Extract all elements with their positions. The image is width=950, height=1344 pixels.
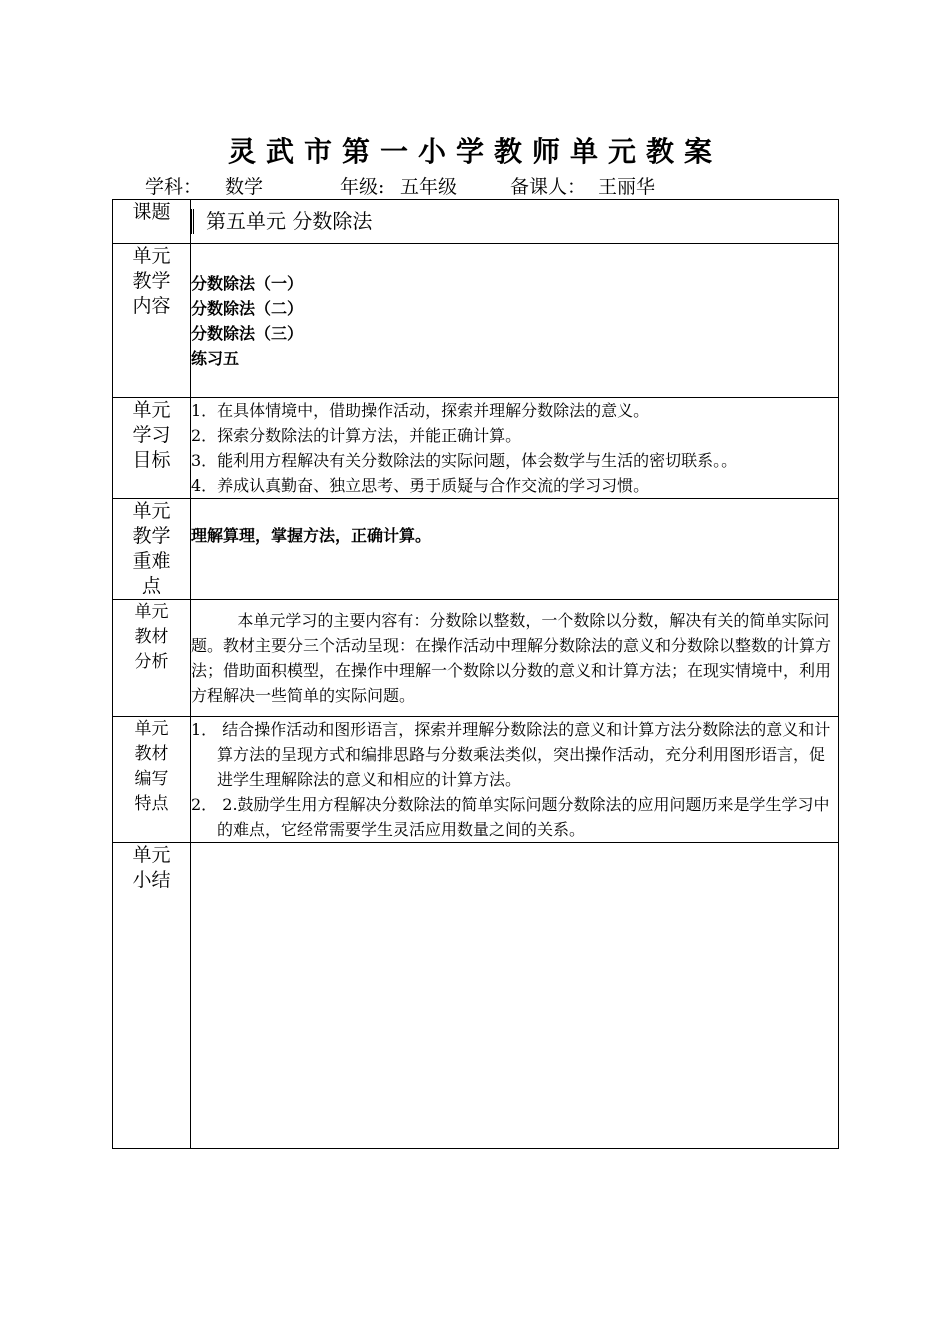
difficulty-row: [113, 499, 839, 600]
grade-value: 五年级: [400, 176, 458, 198]
features-list: [191, 717, 839, 843]
grade-label: 年级:: [340, 176, 385, 198]
goal-item: 4．养成认真勤奋、独立思考、勇于质疑与合作交流的学习习惯。: [191, 476, 650, 495]
feature-item: 2． 2.鼓励学生用方程解决分数除法的简单实际问题分数除法的应用问题历来是学生学习中的难点，它经常需要学生灵活应用数量之间的关系。: [191, 795, 830, 839]
content-list: [191, 244, 839, 398]
features-row: [113, 717, 839, 843]
feature-item: 1． 结合操作活动和图形语言，探索并理解分数除法的意义和计算方法分数除法的意义和计算方法的呈现方式和编排思路与分数乘法类似，突出操作活动，充分利用图形语言，促进学生理解除法的意义和相应的计算方法。: [191, 720, 831, 789]
goals-row: [113, 398, 839, 499]
content-item: 分数除法（二）: [191, 298, 304, 318]
teacher-value: 王丽华: [598, 176, 656, 198]
topic-label: 课题: [113, 200, 191, 244]
goal-item: 3．能利用方程解决有关分数除法的实际问题，体会数学与生活的密切联系。。: [191, 451, 738, 470]
page-title: 灵武市第一小学教师单元教案: [227, 135, 722, 168]
goal-item: 2．探索分数除法的计算方法，并能正确计算。: [191, 426, 522, 445]
content-row: [113, 244, 839, 398]
analysis-text: 本单元学习的主要内容有：分数除以整数，一个数除以分数，解决有关的简单实际问题。教材主要分三个活动呈现：在操作活动中理解分数除法的意义和分数除以整数的计算方法；借助面积模型，在操作中理解一个数除以分数的意义和计算方法；在现实情境中，利用方程解决一些简单的实际问题。: [191, 600, 839, 717]
difficulty-text: 理解算理，掌握方法，正确计算。: [191, 499, 839, 600]
summary-label: 单元 小结: [113, 843, 191, 1149]
lesson-plan-table: [112, 199, 839, 1149]
analysis-label: 单元 教材 分析: [113, 600, 191, 717]
summary-row: [113, 843, 839, 1149]
content-item: 分数除法（三）: [191, 323, 304, 343]
analysis-row: [113, 600, 839, 717]
goal-item: 1．在具体情境中，借助操作活动，探索并理解分数除法的意义。: [191, 401, 650, 420]
content-label: 单元 教学 内容: [113, 244, 191, 398]
header-info: [145, 172, 655, 199]
subject-label: 学科：: [145, 176, 203, 198]
difficulty-label: 单元 教学 重难 点: [113, 499, 191, 600]
content-item: 分数除法（一）: [191, 273, 304, 293]
content-item: 练习五: [191, 348, 240, 368]
goals-label: 单元 学习 目标: [113, 398, 191, 499]
goals-list: [191, 398, 839, 499]
features-label: 单元 教材 编写 特点: [113, 717, 191, 843]
subject-value: 数学: [225, 176, 264, 198]
summary-text: [191, 843, 839, 1149]
topic-row: [113, 200, 839, 244]
topic-value: 第五单元 分数除法: [191, 209, 838, 234]
teacher-label: 备课人：: [510, 176, 587, 198]
